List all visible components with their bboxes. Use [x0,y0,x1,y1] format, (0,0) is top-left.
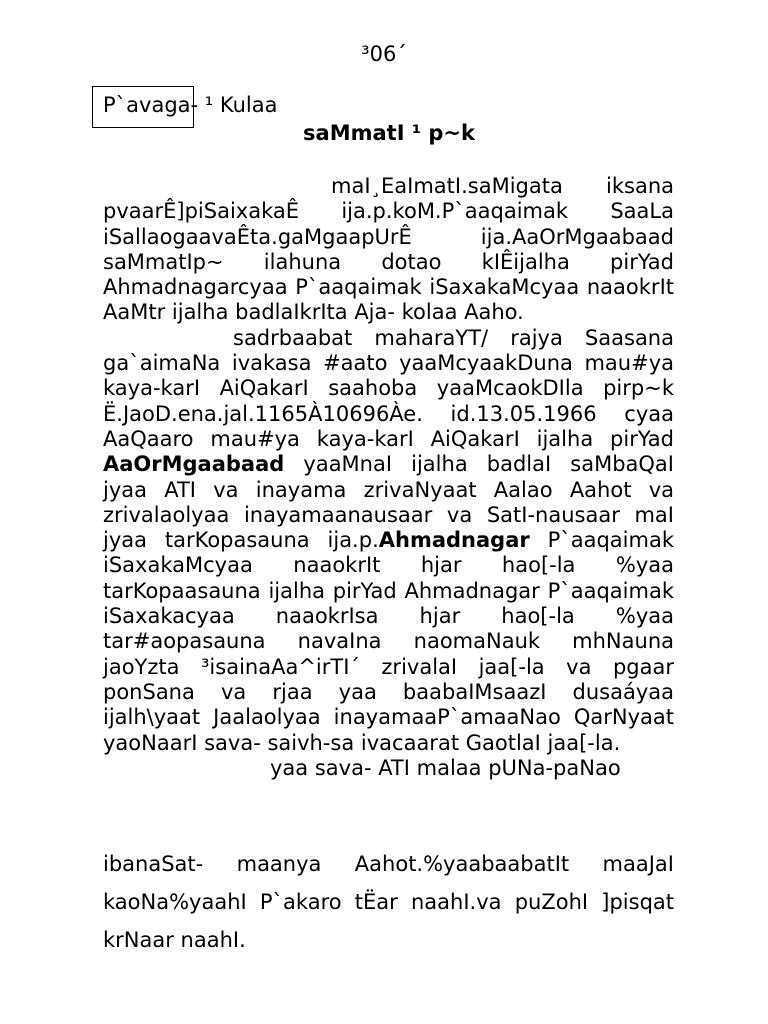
document-body [103,174,674,781]
closing-paragraph [103,845,674,959]
document-title: saMmatI ¹ p~k [303,121,475,145]
district-name-ahmadnagar: Ahmadnagar [378,528,530,553]
paragraph-rules-part-a: sadrbaabat maharaYT/ rajya Saasana ga`aimaNa ivakasa #aato yaaMcyaakDuna mau#ya kaya-karI AiQakarI saahoba yaaMcaokDIla pirp~k Ë.JaoD.ena.jal.1165À10696Àe. id.13.05.1966 cyaa AaQaaro mau#ya kaya-karI AiQakarI ijalha pirYad [103,325,674,451]
page-number: ³06´ [361,42,407,66]
paragraph-rules-part-b: yaaMnaI ijalha badlaI saMbaQaI jyaa ATI va inayama zrivaNyaat Aalao Aahot va zrivalaolyaa inayamaanausaar va SatI-nausaar maI jyaa tarKopasauna ija.p. [103,452,674,553]
paragraph-rules [103,326,674,756]
paragraph-consent: maI¸EaImatI.saMigata iksana pvaarÊ]piSaixakaÊ ija.p.koM.P`aaqaimak SaaLa iSallaogaavaÊta.gaMgaapUrÊ ija.AaOrMgaabaad saMmatIp~ ilahuna dotao kIÊijalha pirYad Ahmadnagarcyaa P`aaqaimak iSaxakaMcyaa naaokrIt AaMtr ijalha badlaIkrIta Aja- kolaa Aaho. [103,174,674,325]
paragraph-rules-part-c: P`aaqaimak iSaxakaMcyaa naaokrIt hjar hao[-la %yaa tarKopaasauna ijalha pirYad Ahmadnagar P`aaqaimak iSaxakacyaa naaokrIsa hjar hao[-la %yaa tar#aopasauna navaIna naomaNauk mhNauna jaoYzta ³isainaAa^irTI´ zrivalaI jaa[-la va pgaar ponSana va rjaa yaa baabaIMsaazI dusaáyaa ijalh\yaat Jaalaolyaa inayamaaP`amaaNao QarNyaat yaoNaarI sava- saivh-sa ivacaarat GaotlaI jaa[-la. [103,528,674,755]
paragraph-acceptance: yaa sava- ATI malaa pUNa-paNao [270,755,621,780]
district-name-aurangabad: AaOrMgaabaad [103,452,285,477]
form-label: P`avaga- ¹ Kulaa [103,93,278,117]
closing-text: ibanaSat- maanya Aahot.%yaabaabatIt maaJaI kaoNa%yaahI P`akaro tËar naahI.va puZohI ]pisqat krNaar naahI. [103,852,674,952]
